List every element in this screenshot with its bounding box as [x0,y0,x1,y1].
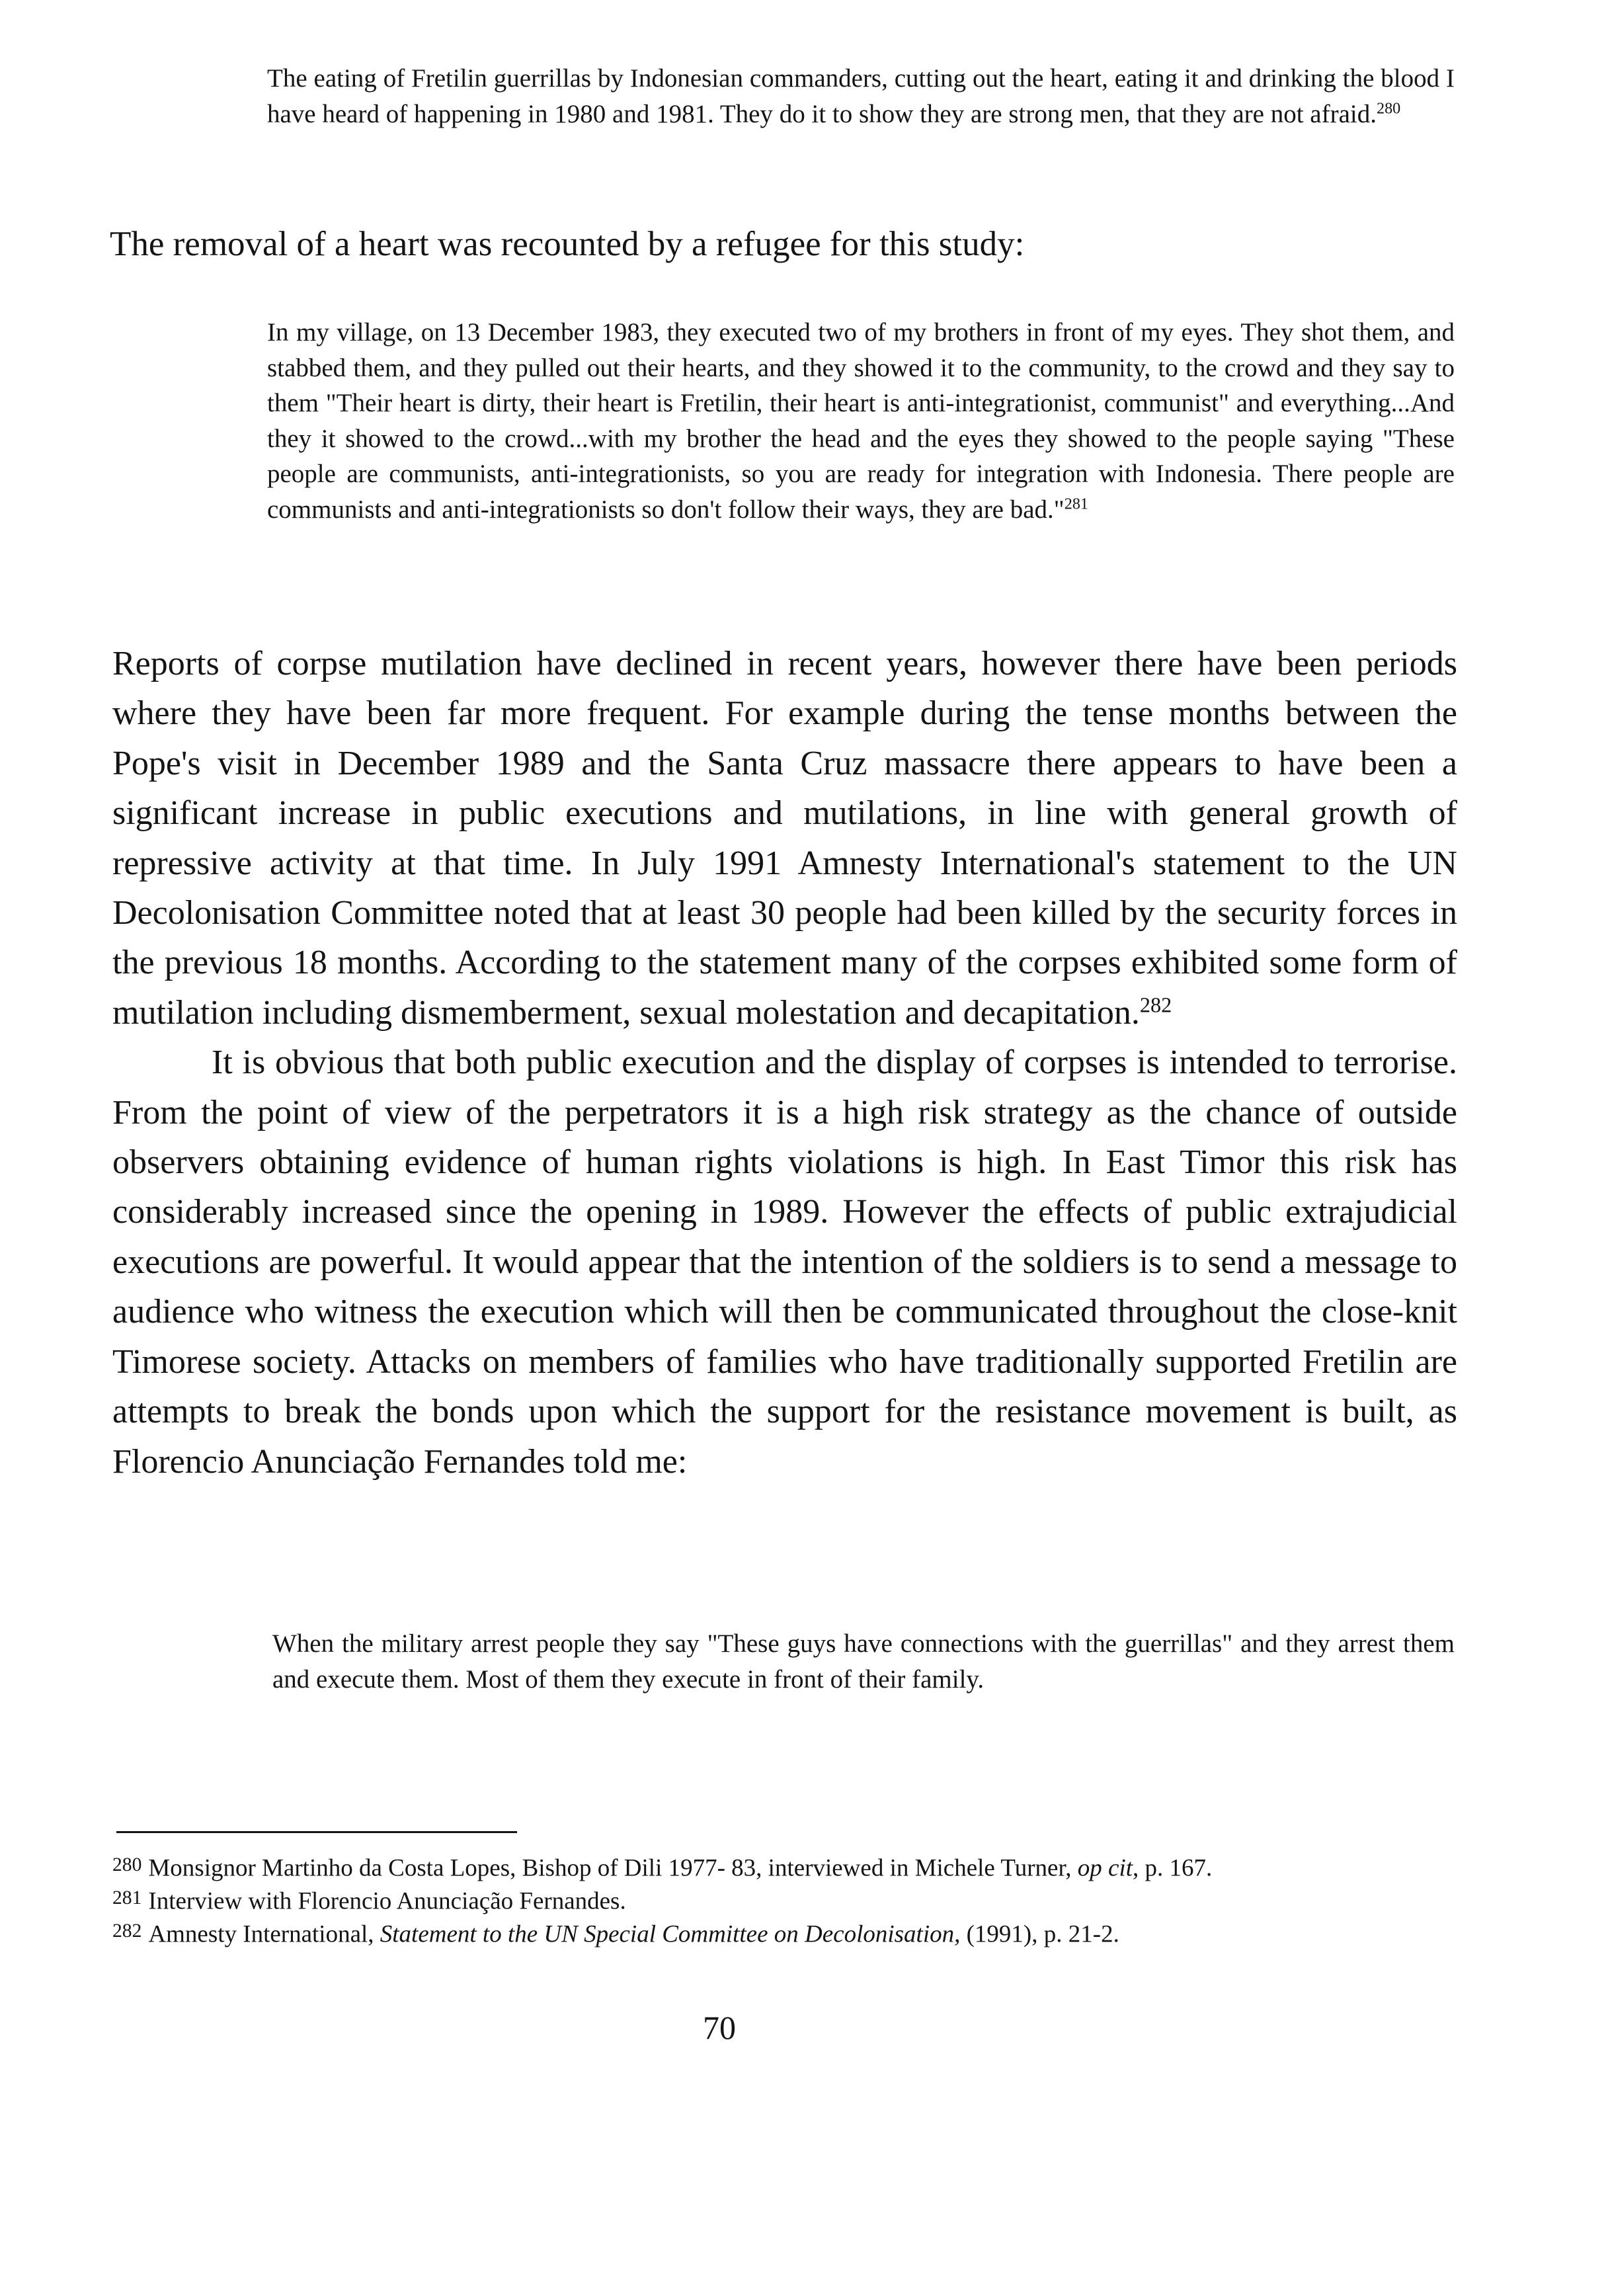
block-quote-fernandes [272,1626,1455,1697]
footnote-italic: Statement to the UN Special Committee on Decolonisation, [380,1920,961,1948]
footnote-italic: op cit [1077,1854,1133,1882]
footnote-281 [112,1883,1527,1916]
footnote-text-end: , p. 167. [1133,1854,1213,1882]
footnote-282 [112,1916,1527,1949]
footnote-text-end: (1991), p. 21-2. [960,1920,1119,1948]
footnote-number: 280 [112,1854,142,1875]
paragraph-corpse-mutilation [112,639,1457,1038]
footnote-number: 281 [112,1887,142,1908]
paragraph-public-execution [112,1038,1457,1487]
footnote-separator [116,1831,517,1833]
quote-text: The eating of Fretilin guerrillas by Indonesian commanders, cutting out the heart, eating it and drinking the blood I have heard of happening in 1980 and 1981. They do it to show they are strong men, that they are not afraid. [267,64,1455,128]
page-number: 70 [703,2009,736,2046]
body-text [112,639,1457,1487]
footnote-ref-280[interactable]: 280 [1377,99,1401,118]
paragraph-text: It is obvious that both public execution and the display of corpses is intended to terrorise. From the point of view of the perpetrators it is a high risk strategy as the chance of outside observers obtaining evidence of human rights violations is high. In East Timor this risk has considerably increased since the opening in 1989. However the effects of public extrajudicial executions are powerful. It would appear that the intention of the soldiers is to send a message to audience who witness the execution which will then be communicated throughout the close-knit Timorese society. Attacks on members of families who have traditionally supported Fretilin are attempts to break the bonds upon which the support for the resistance movement is built, as Florencio Anunciação Fernandes told me: [112,1044,1457,1481]
quote-text: When the military arrest people they say "These guys have connections with the guerrillas" and they arrest them and execute them. Most of them they execute in front of their family. [272,1629,1455,1694]
footnotes [112,1850,1527,1949]
footnote-number: 282 [112,1920,142,1942]
footnote-280 [112,1850,1527,1883]
quote-text: In my village, on 13 December 1983, they executed two of my brothers in front of my eyes. They shot them, and stabbed them, and they pulled out their hearts, and they showed it to the community, to the crowd and they say to them "Their heart is dirty, their heart is Fretilin, their heart is anti-integrationist, communist" and everything...And they it showed to the crowd...with my brother the head and the eyes they showed to the people saying "These people are communists, anti-integrationists, so you are ready for integration with Indonesia. There people are communists and anti-integrationists so don't follow their ways, they are bad." [267,318,1455,524]
footnote-text: Amnesty International, [148,1920,380,1948]
footnote-text: Interview with Florencio Anunciação Fernandes. [148,1887,626,1915]
paragraph-text: Reports of corpse mutilation have declined in recent years, however there have been periods where they have been far more frequent. For example during the tense months between the Pope's visit in December 1989 and the Santa Cruz massacre there appears to have been a significant increase in public executions and mutilations, in line with general growth of repressive activity at that time. In July 1991 Amnesty International's statement to the UN Decolonisation Committee noted that at least 30 people had been killed by the security forces in the previous 18 months. According to the statement many of the corpses exhibited some form of mutilation including dismemberment, sexual molestation and decapitation. [112,645,1457,1032]
footnote-ref-282[interactable]: 282 [1139,993,1172,1017]
footnote-ref-281[interactable]: 281 [1064,495,1088,513]
intro-sentence: The removal of a heart was recounted by a refugee for this study: [110,225,1025,263]
block-quote-refugee-testimony [267,315,1455,527]
block-quote-eating-of-hearts [267,61,1455,132]
footnote-text: Monsignor Martinho da Costa Lopes, Bishop of Dili 1977- 83, interviewed in Michele Turner, [148,1854,1078,1882]
